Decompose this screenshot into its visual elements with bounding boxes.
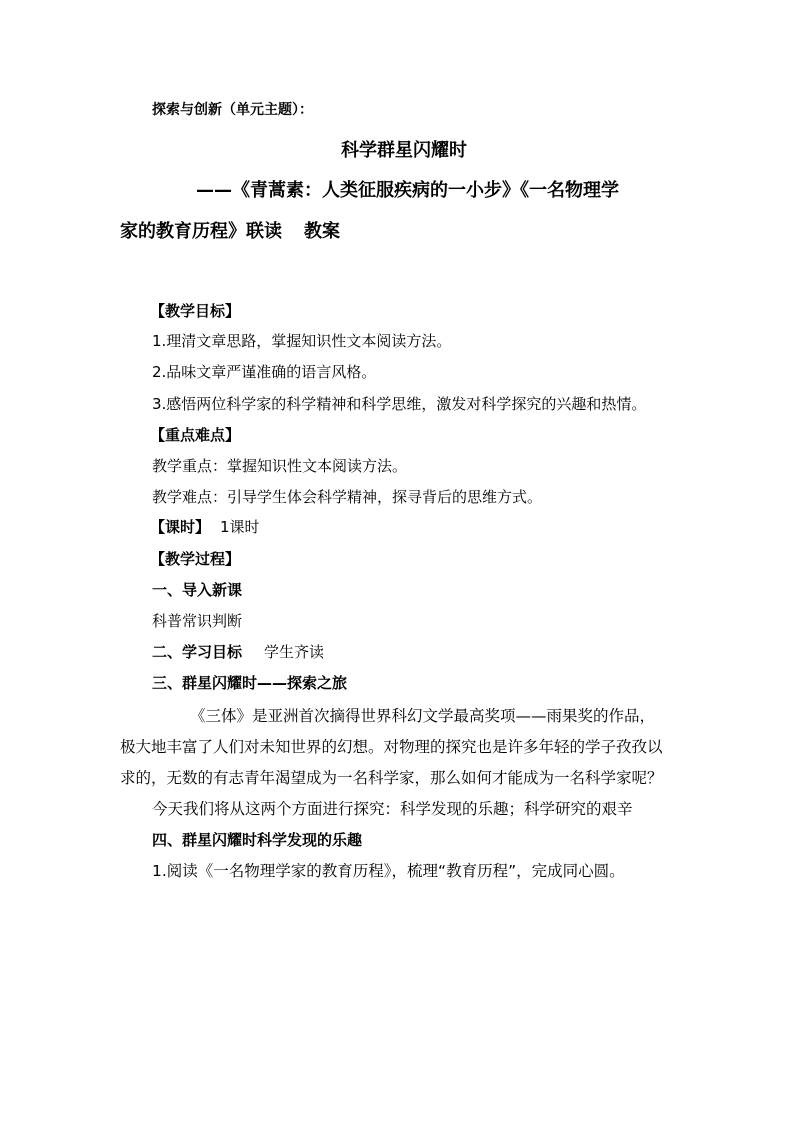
process-heading: 【教学过程】 <box>150 550 241 568</box>
paragraph-line-1: 《三体》是亚洲首次摘得世界科幻文学最高奖项——雨果奖的作品， <box>190 707 656 725</box>
process-part-2-heading: 二、学习目标 <box>152 643 243 661</box>
subtitle-doc-type: 教案 <box>304 221 340 242</box>
teaching-focus: 教学重点：掌握知识性文本阅读方法。 <box>152 457 408 475</box>
paragraph-line-3: 求的，无数的有志青年渴望成为一名科学家，那么如何才能成为一名科学家呢？ <box>120 769 663 787</box>
page-title: 科学群星闪耀时 <box>341 140 467 161</box>
class-hours-value: 1课时 <box>220 518 260 536</box>
class-hours <box>150 517 260 537</box>
class-hours-label: 【课时】 <box>150 518 211 536</box>
objective-item-3: 3.感悟两位科学家的科学精神和科学思维，激发对科学探究的兴趣和热情。 <box>152 395 647 413</box>
unit-theme-label: 探索与创新（单元主题）： <box>152 102 313 118</box>
process-part-3-heading: 三、群星闪耀时——探索之旅 <box>152 674 348 692</box>
subtitle-line-2-text: 家的教育历程》联读 <box>120 221 282 242</box>
paragraph-line-2: 极大地丰富了人们对未知世界的幻想。对物理的探究也是许多年轻的学子孜孜以 <box>120 738 663 756</box>
objective-item-1: 1.理清文章思路，掌握知识性文本阅读方法。 <box>152 332 452 350</box>
subtitle-line-1: ——《青蒿素：人类征服疾病的一小步》《一名物理学 <box>196 180 619 201</box>
objective-item-2: 2.品味文章严谨准确的语言风格。 <box>152 363 377 381</box>
process-part-1-heading: 一、导入新课 <box>152 581 243 599</box>
process-part-2-text: 学生齐读 <box>264 643 325 661</box>
paragraph-line-4: 今天我们将从这两个方面进行探究：科学发现的乐趣；科学研究的艰辛 <box>152 800 633 818</box>
key-points-heading: 【重点难点】 <box>150 426 241 444</box>
process-part-2 <box>152 642 324 662</box>
objectives-heading: 【教学目标】 <box>150 302 241 320</box>
process-part-4-heading: 四、群星闪耀时科学发现的乐趣 <box>152 831 363 849</box>
process-part-1-text: 科普常识判断 <box>152 612 243 630</box>
subtitle-line-2 <box>120 219 340 245</box>
teaching-difficulty: 教学难点：引导学生体会科学精神，探寻背后的思维方式。 <box>152 488 543 506</box>
process-part-4-item-1: 1.阅读《一名物理学家的教育历程》，梳理“教育历程”，完成同心圆。 <box>152 862 625 880</box>
